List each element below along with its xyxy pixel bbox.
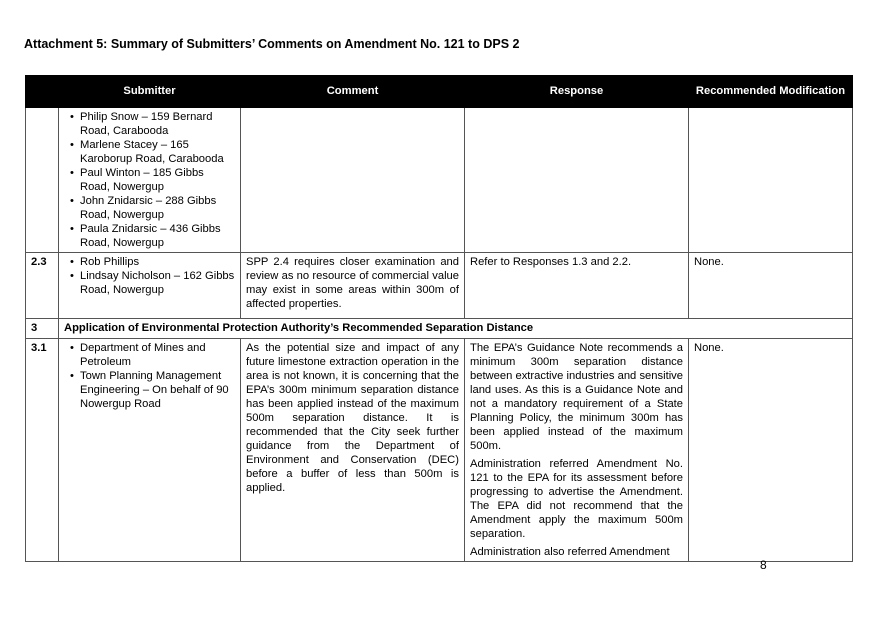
list-item: • Marlene Stacey – 165 Karoborup Road, Carabooda bbox=[80, 138, 235, 166]
list-item: • Lindsay Nicholson – 162 Gibbs Road, Nowergup bbox=[80, 269, 235, 297]
header-recommended-modification: Recommended Modification bbox=[689, 76, 853, 108]
submitter-list bbox=[64, 255, 235, 297]
list-item: • Department of Mines and Petroleum bbox=[80, 341, 235, 369]
header-submitter: Submitter bbox=[59, 76, 241, 108]
response-cell: Refer to Responses 1.3 and 2.2. bbox=[465, 253, 689, 319]
table-row-2-3 bbox=[26, 253, 853, 319]
page-number: 8 bbox=[760, 558, 767, 572]
list-item: • Rob Phillips bbox=[80, 255, 235, 269]
list-item: • Philip Snow – 159 Bernard Road, Carabooda bbox=[80, 110, 235, 138]
submitter-cell bbox=[59, 108, 241, 253]
modification-cell: None. bbox=[689, 339, 853, 562]
list-item: • Paul Winton – 185 Gibbs Road, Nowergup bbox=[80, 166, 235, 194]
header-comment: Comment bbox=[241, 76, 465, 108]
row-number-cell bbox=[26, 108, 59, 253]
list-item: • Paula Znidarsic – 436 Gibbs Road, Nowergup bbox=[80, 222, 235, 250]
modification-cell bbox=[689, 108, 853, 253]
submitter-list bbox=[64, 341, 235, 411]
submissions-table bbox=[25, 75, 853, 562]
submitter-cell bbox=[59, 253, 241, 319]
response-paragraph: Administration also referred Amendment bbox=[470, 546, 670, 558]
submitter-cell bbox=[59, 339, 241, 562]
response-paragraph: The EPA’s Guidance Note recommends a minimum 300m separation distance between extractive industries and sensitive land uses. As this is a Guidance Note and not a mandatory requirement of a State Planning Policy, the minimum 300m has been applied instead of the maximum 500m. bbox=[470, 342, 683, 452]
row-number: 3.1 bbox=[26, 339, 59, 562]
response-paragraph: Administration referred Amendment No. 121 to the EPA for its assessment before progressing to advertise the Amendment. The EPA did not recommend that the Amendment apply the maximum 500m separation. bbox=[470, 458, 683, 540]
table-header-row bbox=[26, 76, 853, 108]
list-item: • Town Planning Management Engineering – On behalf of 90 Nowergup Road bbox=[80, 369, 235, 411]
section-row-3 bbox=[26, 319, 853, 339]
submitter-list bbox=[64, 110, 235, 250]
section-number: 3 bbox=[26, 319, 59, 339]
table-row-3-1 bbox=[26, 339, 853, 562]
table-row-continued bbox=[26, 108, 853, 253]
header-number bbox=[26, 76, 59, 108]
response-cell bbox=[465, 108, 689, 253]
modification-cell: None. bbox=[689, 253, 853, 319]
list-item: • John Znidarsic – 288 Gibbs Road, Nowergup bbox=[80, 194, 235, 222]
header-response: Response bbox=[465, 76, 689, 108]
comment-cell: As the potential size and impact of any future limestone extraction operation in the area is not known, it is concerning that the EPA’s 300m minimum separation distance has been applied instead of the maximum 500m separation distance. It is recommended that the City seek further guidance from the Department of Environment and Conservation (DEC) before a buffer of less than 500m is applied. bbox=[241, 339, 465, 562]
section-title: Application of Environmental Protection Authority’s Recommended Separation Distance bbox=[59, 319, 853, 339]
comment-cell: SPP 2.4 requires closer examination and review as no resource of commercial value may exist in some areas within 300m of affected properties. bbox=[241, 253, 465, 319]
page-title: Attachment 5: Summary of Submitters’ Comments on Amendment No. 121 to DPS 2 bbox=[24, 37, 520, 51]
response-cell bbox=[465, 339, 689, 562]
comment-cell bbox=[241, 108, 465, 253]
row-number: 2.3 bbox=[26, 253, 59, 319]
